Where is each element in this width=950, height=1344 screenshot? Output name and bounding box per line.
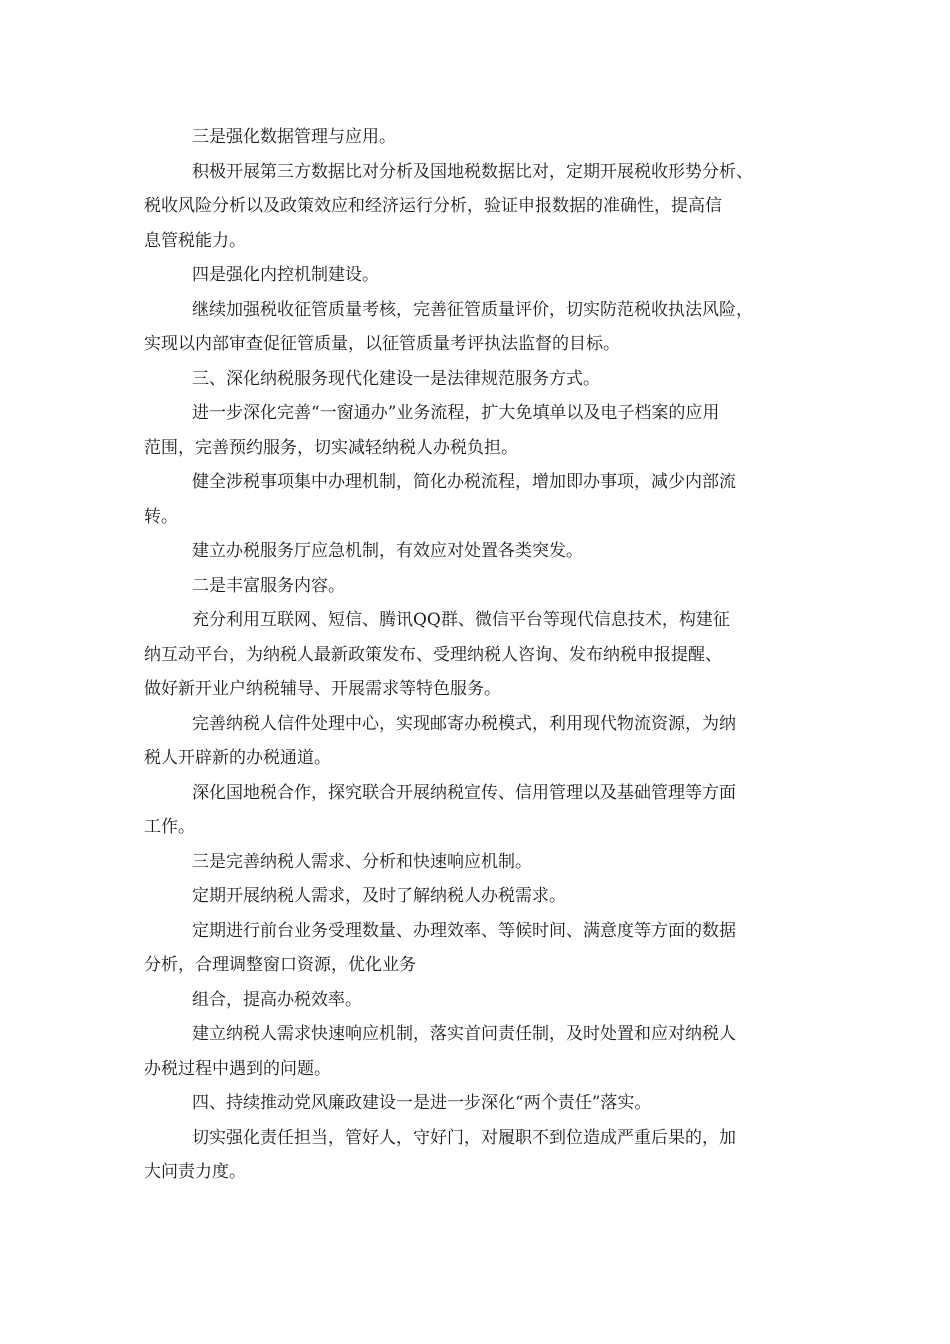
text-line: 定期进行前台业务受理数量、办理效率、等候时间、满意度等方面的数据 <box>192 920 736 941</box>
text-line: 转。 <box>144 506 178 527</box>
text-line: 进一步深化完善“一窗通办”业务流程，扩大免填单以及电子档案的应用 <box>192 403 720 423</box>
text-line: 大问责力度。 <box>144 1162 246 1182</box>
text-line: 税人开辟新的办税通道。 <box>144 748 331 768</box>
text-line: 三是强化数据管理与应用。 <box>192 127 396 147</box>
text-line: 积极开展第三方数据比对分析及国地税数据比对，定期开展税收形势分析、 <box>192 161 753 182</box>
document-body <box>144 120 824 1190</box>
text-line: 三是完善纳税人需求、分析和快速响应机制。 <box>192 851 532 872</box>
text-line: 继续加强税收征管质量考核，完善征管质量评价，切实防范税收执法风险， <box>192 299 753 320</box>
text-line: 纳互动平台，为纳税人最新政策发布、受理纳税人咨询、发布纳税申报提醒、 <box>144 644 722 665</box>
text-line: 建立办税服务厅应急机制，有效应对处置各类突发。 <box>192 541 583 561</box>
text-line: 定期开展纳税人需求，及时了解纳税人办税需求。 <box>192 886 566 906</box>
text-line: 做好新开业户纳税辅导、开展需求等特色服务。 <box>144 679 501 699</box>
text-line: 实现以内部审查促征管质量，以征管质量考评执法监督的目标。 <box>144 334 620 354</box>
text-line: 健全涉税事项集中办理机制，简化办税流程，增加即办事项，减少内部流 <box>192 472 736 492</box>
text-line: 切实强化责任担当，管好人，守好门，对履职不到位造成严重后果的，加 <box>192 1127 736 1148</box>
text-line: 二是丰富服务内容。 <box>192 575 345 596</box>
text-line: 四、持续推动党风廉政建设一是进一步深化“两个责任”落实。 <box>192 1093 652 1113</box>
text-line: 组合，提高办税效率。 <box>192 989 362 1010</box>
text-line: 完善纳税人信件处理中心，实现邮寄办税模式，利用现代物流资源，为纳 <box>192 713 736 734</box>
text-line: 办税过程中遇到的问题。 <box>144 1058 331 1079</box>
text-line: 深化国地税合作，探究联合开展纳税宣传、信用管理以及基础管理等方面 <box>192 782 736 803</box>
text-line: 充分利用互联网、短信、腾讯QQ群、微信平台等现代信息技术，构建征 <box>192 610 730 630</box>
text-line: 建立纳税人需求快速响应机制，落实首问责任制，及时处置和应对纳税人 <box>192 1024 736 1044</box>
text-line: 息管税能力。 <box>144 230 246 251</box>
text-line: 范围，完善预约服务，切实减轻纳税人办税负担。 <box>144 437 518 458</box>
text-line: 分析，合理调整窗口资源，优化业务 <box>144 955 416 975</box>
text-line: 税收风险分析以及政策效应和经济运行分析，验证申报数据的准确性，提高信 <box>144 196 722 216</box>
text-line: 工作。 <box>144 817 195 837</box>
text-line: 三、深化纳税服务现代化建设一是法律规范服务方式。 <box>192 368 600 389</box>
text-line: 四是强化内控机制建设。 <box>192 265 379 285</box>
